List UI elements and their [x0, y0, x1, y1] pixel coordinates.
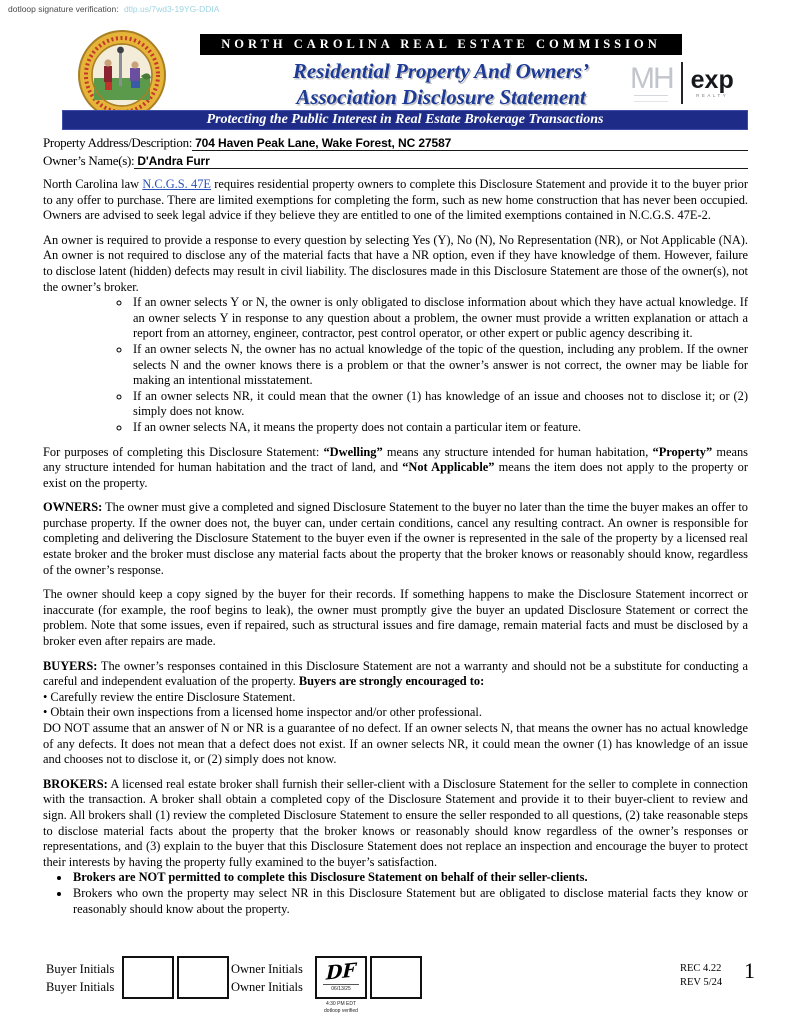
paragraph-law: North Carolina law N.C.G.S. 47E requires residential property owners to complete this Disclosure Statement and provide it to the buyer prior to any offer to purchase. There are limited exemptions for completing the form, such as new home construction that has never been occupied. Owners are advised to seek legal advice if they believe they are entitled to one of the limited exemptions contained in N.C.G.S. 47E-2. — [43, 177, 748, 223]
document-title-line2: Association Disclosure Statement — [296, 85, 586, 109]
bullet-select-y-n: ◦ If an owner selects Y or N, the owner is only obligated to disclose information about which they have actual knowledge. If an owner selects Y in response to any question about a problem, the owner must provide a written explanation or attach a report from an attorney, engineer, contractor, pest control operator, or other expert or public agency describing it. — [131, 295, 748, 342]
commission-banner: NORTH CAROLINA REAL ESTATE COMMISSION — [200, 34, 682, 55]
owner-name-value[interactable]: D'Andra Furr — [134, 154, 748, 169]
paragraph-definitions: For purposes of completing this Disclosure Statement: “Dwelling” means any structure intended for human habitation, “Property” means any structure intended for human habitation and the tract of land, and “Not Applicable” means the item does not apply to the property or exist on the property. — [43, 444, 748, 490]
signature-stamp-details — [317, 1001, 365, 1014]
rec-number: REC 4.22 — [680, 963, 722, 974]
property-address-value[interactable]: 704 Haven Peak Lane, Wake Forest, NC 27587 — [192, 136, 748, 151]
bullet-select-nr: ◦ If an owner selects NR, it could mean that the owner (1) has knowledge of an issue and chooses not to disclose it; or (2) simply does not know. — [131, 389, 748, 420]
paragraph-owners: OWNERS: The owner must give a completed and signed Disclosure Statement to the buyer no later than the time the buyer makes an offer to purchase property. If the owner does not, the buyer can, under certain conditions, cancel any resulting contract. An owner is responsible for completing and delivering the Disclosure Statement to the buyer even if the owner is represented in the sale of the property by a licensed real estate broker and the broker must disclose any material facts about the property that the broker knows or reasonably should know, regardless of the owner’s response. — [43, 500, 748, 577]
bullet-select-na: ◦ If an owner selects NA, it means the property does not contain a particular item or feature. — [131, 420, 748, 436]
mh-logo-subtext-decor — [634, 95, 668, 102]
exp-realty-logo — [691, 68, 734, 98]
owner-initials-boxes — [315, 956, 425, 1014]
paragraph-do-not-assume: DO NOT assume that an answer of N or NR is a guarantee of no defect. If an owner selects N, that means the owner has no actual knowledge of any defects. It does not mean that a defect does not exist. If an owner selects NR, it could mean the owner (1) has knowledge of an issue and chooses not to disclose it, or (2) simply does not know. — [43, 721, 748, 767]
verification-link[interactable]: dtlp.us/7wd3-19YG-DDIA — [123, 4, 220, 14]
exp-logo-letters: exp — [690, 66, 734, 94]
mh-logo — [630, 61, 673, 102]
page-number: 1 — [744, 958, 755, 983]
form-fields — [43, 135, 748, 171]
property-address-label: Property Address/Description: — [43, 135, 193, 150]
signature-stamp-time: 4:30 PM EDT — [325, 1001, 356, 1007]
bullet-select-n: ◦ If an owner selects N, the owner has no actual knowledge of the topic of the question, including any problem. If the owner selects N and the owner knows there is a problem or that the owner’s answer is not correct, the owner may be liable for making an intentional misstatement. — [131, 342, 748, 389]
buyer-initials-box-2[interactable] — [177, 956, 229, 999]
buyer-bullet-inspections: • Obtain their own inspections from a licensed home inspector and/or other professional. — [43, 705, 482, 720]
document-title — [200, 58, 682, 110]
logo-divider — [681, 62, 683, 104]
form-revision-block — [680, 962, 722, 989]
rev-number: REV 5/24 — [680, 976, 723, 988]
paragraph-response-options: An owner is required to provide a response to every question by selecting Yes (Y), No (N), No Representation (NR), or Not Applicable (NA). An owner is not required to disclose any of the material facts that have a NR option, even if they have knowledge of them. However, failure to disclose latent (hidden) defects may result in civil liability. The disclosures made in this Disclosure Statement are those of the owner(s), not the owner’s broker. — [43, 232, 748, 294]
broker-bullet-own-property: • Brokers who own the property may select NR in this Disclosure Statement but are obligated to disclose material facts they know or reasonably should know about the property. — [71, 886, 748, 917]
paragraph-buyers: BUYERS: The owner’s responses contained in this Disclosure Statement are not a warranty and should not be a substitute for conducting a careful and independent evaluation of the property. Buyers are strongly encouraged to: — [43, 658, 748, 689]
property-address-row — [43, 135, 748, 151]
owner-initials-label-1: Owner Initials — [231, 962, 303, 976]
verification-label: dotloop signature verification: — [8, 4, 119, 14]
nc-state-seal-icon — [78, 30, 166, 120]
response-option-bullets — [43, 295, 748, 435]
owner-name-label: Owner’s Name(s): — [43, 153, 135, 168]
owner-signature-initials: DF — [325, 959, 357, 985]
document-title-line1: Residential Property And Owners’ — [292, 59, 590, 83]
owner-initials-labels — [231, 961, 303, 996]
exp-logo-subtext: REALTY — [696, 93, 729, 98]
owner-initials-label-2: Owner Initials — [231, 979, 303, 994]
broker-bullet-not-permitted: • Brokers are NOT permitted to complete this Disclosure Statement on behalf of their seller-clients. — [71, 870, 748, 886]
buyer-initials-boxes — [122, 956, 232, 999]
dotloop-verification-strip — [8, 4, 219, 14]
initials-footer — [43, 954, 755, 1020]
buyer-bullet-review: • Carefully review the entire Disclosure Statement. — [43, 689, 296, 704]
buyer-initials-label-1: Buyer Initials — [46, 962, 115, 976]
owner-initials-box-signed[interactable] — [315, 956, 367, 1014]
brokerage-logos — [630, 62, 750, 104]
signature-stamp-date: 06/13/25 — [323, 984, 359, 992]
owner-name-row — [43, 153, 748, 169]
buyer-initials-labels — [46, 961, 114, 996]
document-body — [43, 177, 748, 917]
mh-logo-letters: MH — [630, 61, 673, 95]
buyer-initials-box-1[interactable] — [122, 956, 174, 999]
signature-stamp-verified: dotloop verified — [324, 1007, 358, 1014]
paragraph-brokers: BROKERS: A licensed real estate broker shall furnish their seller-client with a Disclosure Statement for the seller to complete in connection with the transaction. A broker shall obtain a completed copy of the Disclosure Statement and provide it to their buyer-client to review and sign. All brokers shall (1) review the completed Disclosure Statement to ensure the seller responded to all questions, (2) take reasonable steps to disclose material facts about the property that the broker knows or reasonably should know regardless of the owner’s responses or representations, and (3) explain to the buyer that this Disclosure Statement does not replace an inspection and encourage the buyer to protect their interests by having the property fully examined to the buyer’s satisfaction. — [43, 776, 748, 869]
statute-link[interactable]: N.C.G.S. 47E — [142, 177, 211, 191]
paragraph-owner-copy: The owner should keep a copy signed by the buyer for their records. If something happens to make the Disclosure Statement incorrect or inaccurate (for example, the roof begins to leak), the owner must promptly give the buyer an updated Disclosure Statement or correct the problem. Note that some issues, even if repaired, such as structural issues and fire damage, remain material facts and must be disclosed by a broker even after repairs are made. — [43, 587, 748, 649]
owner-initials-box-2[interactable] — [370, 956, 422, 999]
broker-bullets — [43, 870, 748, 917]
tagline-banner: Protecting the Public Interest in Real Estate Brokerage Transactions — [62, 110, 748, 130]
buyer-initials-label-2: Buyer Initials — [46, 979, 115, 994]
